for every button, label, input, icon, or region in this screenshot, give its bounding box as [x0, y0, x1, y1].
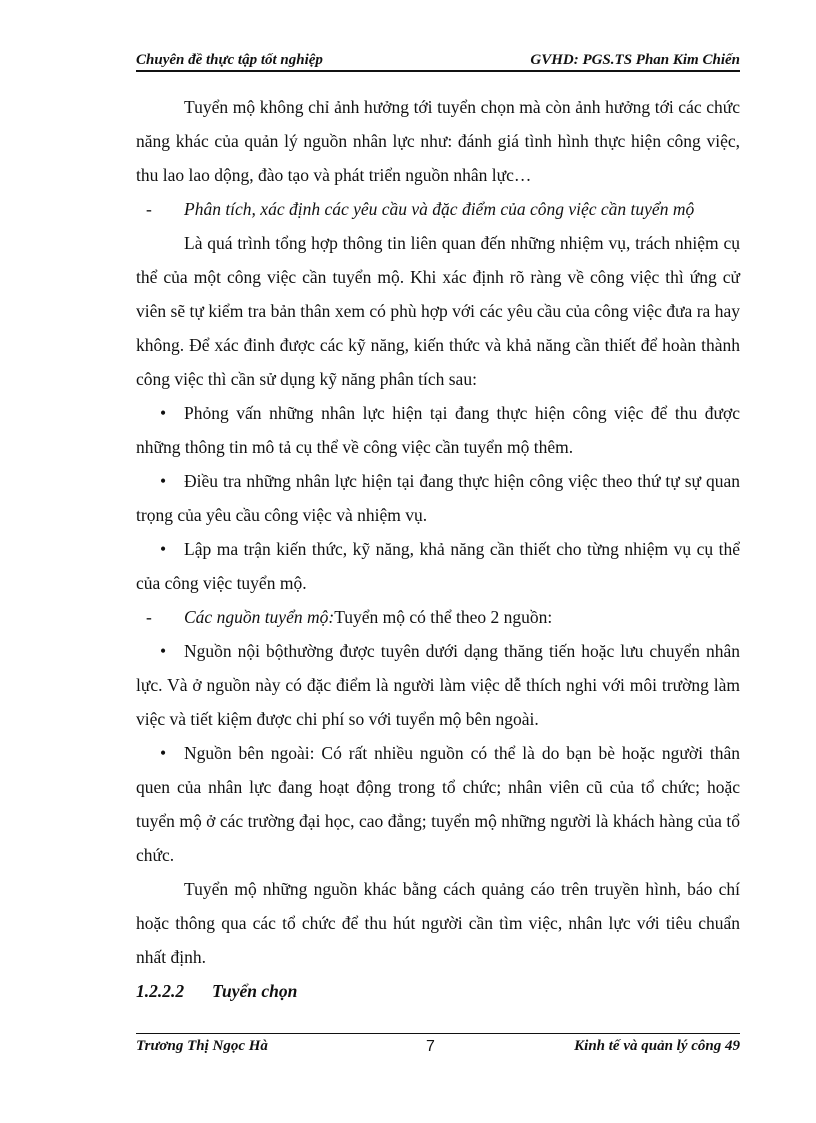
dash-item-1: [136, 192, 740, 226]
section-title: Tuyển chọn: [212, 981, 298, 1001]
header-rule: [136, 70, 740, 72]
header-right: GVHD: PGS.TS Phan Kim Chiến: [530, 52, 740, 68]
bullet-text: Phỏng vấn những nhân lực hiện tại đang thực hiện công việc để thu được những thông tin mô tả cụ thể về công việc cần tuyển mộ thêm.: [136, 403, 740, 457]
dash-item-2-text: Tuyển mộ có thể theo 2 nguồn:: [334, 607, 553, 627]
footer-class: Kinh tế và quản lý công 49: [574, 1038, 740, 1054]
section-heading: [136, 974, 740, 1008]
footer-author: Trương Thị Ngọc Hà: [136, 1038, 268, 1054]
bullet-marker: •: [160, 403, 167, 423]
bullet-item: [136, 736, 740, 872]
dash-marker: -: [146, 199, 152, 219]
bullet-marker: •: [160, 743, 167, 763]
page-header: [136, 52, 740, 72]
bullet-text: Nguồn nội bộthường được tuyên dưới dạng thăng tiến hoặc lưu chuyển nhân lực. Và ở nguồn này có đặc điểm là người làm việc dễ thích nghi với môi trường làm việc và tiết kiệm được chi phí so với tuyển mộ bên ngoài.: [136, 641, 740, 729]
bullet-item: [136, 396, 740, 464]
bullet-marker: •: [160, 539, 167, 559]
page-body: [136, 90, 740, 1008]
bullet-marker: •: [160, 471, 167, 491]
bullet-marker: •: [160, 641, 167, 661]
header-left: Chuyên đề thực tập tốt nghiệp: [136, 52, 323, 68]
dash-item-1-text: Phân tích, xác định các yêu cầu và đặc điểm của công việc cần tuyển mộ: [184, 199, 695, 219]
paragraph-3: Tuyển mộ những nguồn khác bằng cách quảng cáo trên truyền hình, báo chí hoặc thông qua các tổ chức để thu hút người cần tìm việc, nhân lực với tiêu chuẩn nhất định.: [136, 879, 740, 967]
dash-item-2: [136, 600, 740, 634]
section-number: 1.2.2.2: [136, 981, 185, 1001]
bullet-text: Lập ma trận kiến thức, kỹ năng, khả năng cần thiết cho từng nhiệm vụ cụ thể của công việc tuyển mộ.: [136, 539, 740, 593]
page-number: 7: [426, 1038, 435, 1055]
paragraph-1: Tuyển mộ không chỉ ảnh hưởng tới tuyển chọn mà còn ảnh hưởng tới các chức năng khác của quản lý nguồn nhân lực như: đánh giá tình hình thực hiện công việc, thu lao lao dộng, đào tạo và phát triển nguồn nhân lực…: [136, 97, 740, 185]
footer-rule: [136, 1033, 740, 1034]
page-footer: [136, 1038, 740, 1060]
dash-item-2-label: Các nguồn tuyển mộ:: [184, 607, 335, 627]
bullet-item: [136, 532, 740, 600]
bullet-text: Điều tra những nhân lực hiện tại đang thực hiện công việc theo thứ tự sự quan trọng của yêu cầu công việc và nhiệm vụ.: [136, 471, 740, 525]
dash-marker: -: [146, 607, 152, 627]
bullet-text: Nguồn bên ngoài: Có rất nhiều nguồn có thể là do bạn bè hoặc người thân quen của nhân lực đang hoạt động trong tổ chức; nhân viên cũ của tổ chức; hoặc tuyển mộ ở các trường đại học, cao đẳng; tuyển mộ những người là khách hàng của tổ chức.: [136, 743, 740, 865]
bullet-item: [136, 464, 740, 532]
bullet-item: [136, 634, 740, 736]
paragraph-2: Là quá trình tổng hợp thông tin liên quan đến những nhiệm vụ, trách nhiệm cụ thể của một công việc cần tuyển mộ. Khi xác định rõ ràng về công việc thì ứng cử viên sẽ tự kiểm tra bản thân xem có phù hợp với các yêu cầu của công việc đưa ra hay không. Để xác đinh được các kỹ năng, kiến thức và khả năng cần thiết để hoàn thành công việc thì cần sử dụng kỹ năng phân tích sau:: [136, 233, 740, 389]
